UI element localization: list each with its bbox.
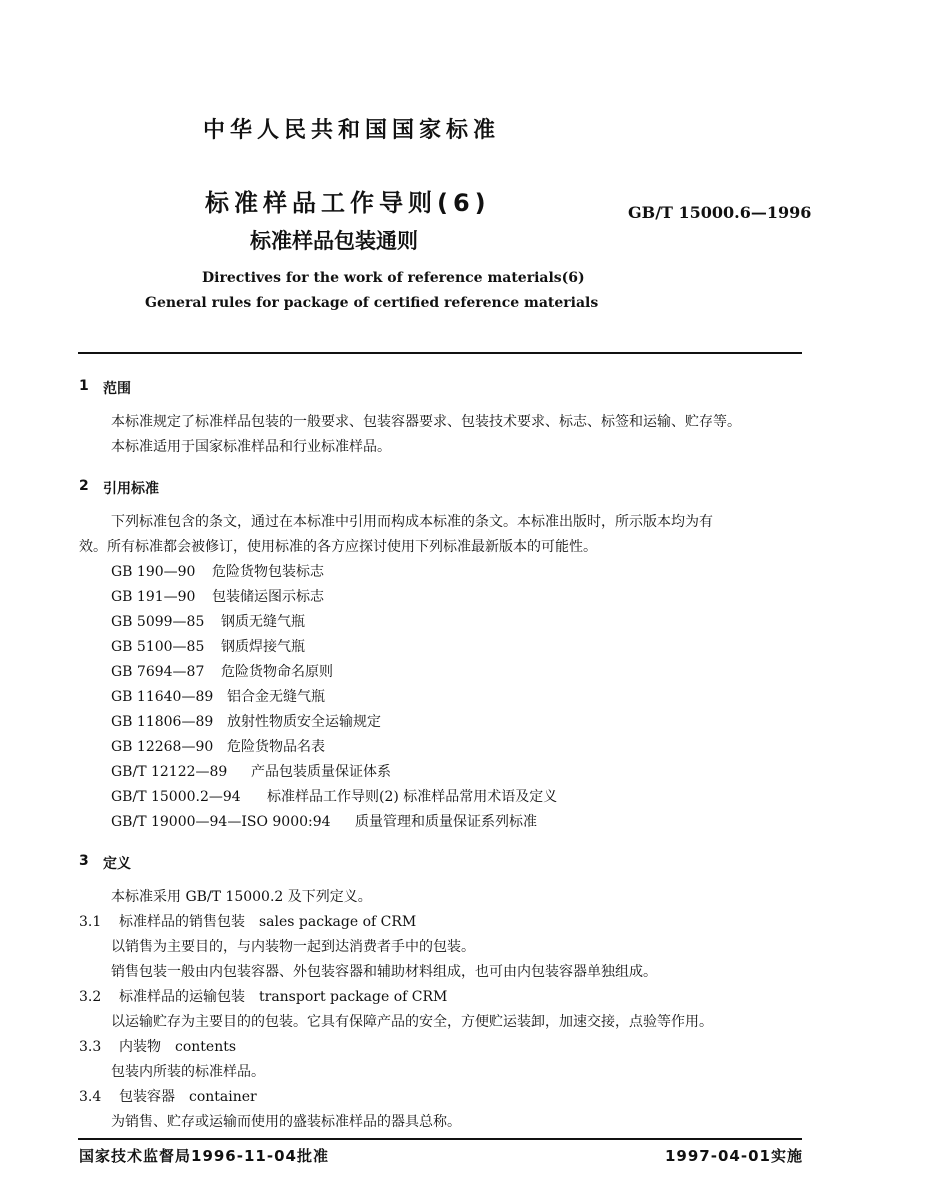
section-3-intro: 本标准采用 GB/T 15000.2 及下列定义。 bbox=[111, 889, 372, 905]
section-2-intro-line2: 效。所有标准都会被修订，使用标准的各方应探讨使用下列标准最新版本的可能性。 bbox=[79, 539, 597, 555]
reference-item: GB/T 12122—89 产品包装质量保证体系 bbox=[111, 764, 391, 780]
reference-item: GB 11640—89 铝合金无缝气瓶 bbox=[111, 689, 325, 705]
header-divider bbox=[78, 352, 802, 354]
definition-text: 为销售、贮存或运输而使用的盛装标准样品的器具总称。 bbox=[111, 1114, 461, 1130]
reference-item: GB 5099—85 钢质无缝气瓶 bbox=[111, 614, 305, 630]
definition-text: 以运输贮存为主要目的的包装。它具有保障产品的安全，方便贮运装卸，加速交接，点验等作用。 bbox=[111, 1014, 713, 1030]
section-2-title: 引用标准 bbox=[103, 481, 159, 497]
national-standard-heading: 中华人民共和国国家标准 bbox=[203, 118, 501, 143]
document-title-line2: 标准样品包装通则 bbox=[250, 229, 418, 253]
definition-heading: 3.1 标准样品的销售包装 sales package of CRM bbox=[79, 914, 417, 930]
document-title-line1: 标准样品工作导则(6) bbox=[205, 189, 491, 217]
section-2-number: 2 bbox=[79, 478, 89, 494]
effective-date: 1997-04-01实施 bbox=[665, 1147, 803, 1165]
definition-text: 以销售为主要目的，与内装物一起到达消费者手中的包装。 bbox=[111, 939, 475, 955]
definition-heading: 3.3 内装物 contents bbox=[79, 1039, 237, 1055]
section-1-title: 范围 bbox=[103, 381, 131, 397]
footer-divider bbox=[78, 1138, 802, 1140]
reference-item: GB 11806—89 放射性物质安全运输规定 bbox=[111, 714, 381, 730]
approval-date: 国家技术监督局1996-11-04批准 bbox=[79, 1147, 329, 1165]
definition-text: 包装内所装的标准样品。 bbox=[111, 1064, 265, 1080]
section-3-number: 3 bbox=[79, 853, 89, 869]
reference-item: GB 190—90 危险货物包装标志 bbox=[111, 564, 324, 580]
reference-item: GB 191—90 包装储运图示标志 bbox=[111, 589, 324, 605]
reference-item: GB 12268—90 危险货物品名表 bbox=[111, 739, 325, 755]
reference-item: GB/T 15000.2—94 标准样品工作导则(2) 标准样品常用术语及定义 bbox=[111, 789, 558, 805]
section-2-intro-line1: 下列标准包含的条文，通过在本标准中引用而构成本标准的条文。本标准出版时，所示版本均为有 bbox=[111, 514, 713, 530]
section-3-title: 定义 bbox=[103, 856, 131, 872]
definition-text: 销售包装一般由内包装容器、外包装容器和辅助材料组成，也可由内包装容器单独组成。 bbox=[111, 964, 657, 980]
definition-heading: 3.4 包装容器 container bbox=[79, 1089, 257, 1105]
english-title-line1: Directives for the work of reference materials(6) bbox=[202, 270, 585, 286]
definition-heading: 3.2 标准样品的运输包装 transport package of CRM bbox=[79, 989, 448, 1005]
reference-item: GB 7694—87 危险货物命名原则 bbox=[111, 664, 333, 680]
reference-item: GB/T 19000—94—ISO 9000:94 质量管理和质量保证系列标准 bbox=[111, 814, 537, 830]
reference-item: GB 5100—85 钢质焊接气瓶 bbox=[111, 639, 305, 655]
standard-code: GB/T 15000.6—1996 bbox=[628, 203, 812, 222]
section-1-number: 1 bbox=[79, 378, 89, 394]
english-title-line2: General rules for package of certified reference materials bbox=[145, 295, 599, 311]
section-1-para-2: 本标准适用于国家标准样品和行业标准样品。 bbox=[111, 439, 391, 455]
section-1-para-1: 本标准规定了标准样品包装的一般要求、包装容器要求、包装技术要求、标志、标签和运输、贮存等。 bbox=[111, 414, 741, 430]
